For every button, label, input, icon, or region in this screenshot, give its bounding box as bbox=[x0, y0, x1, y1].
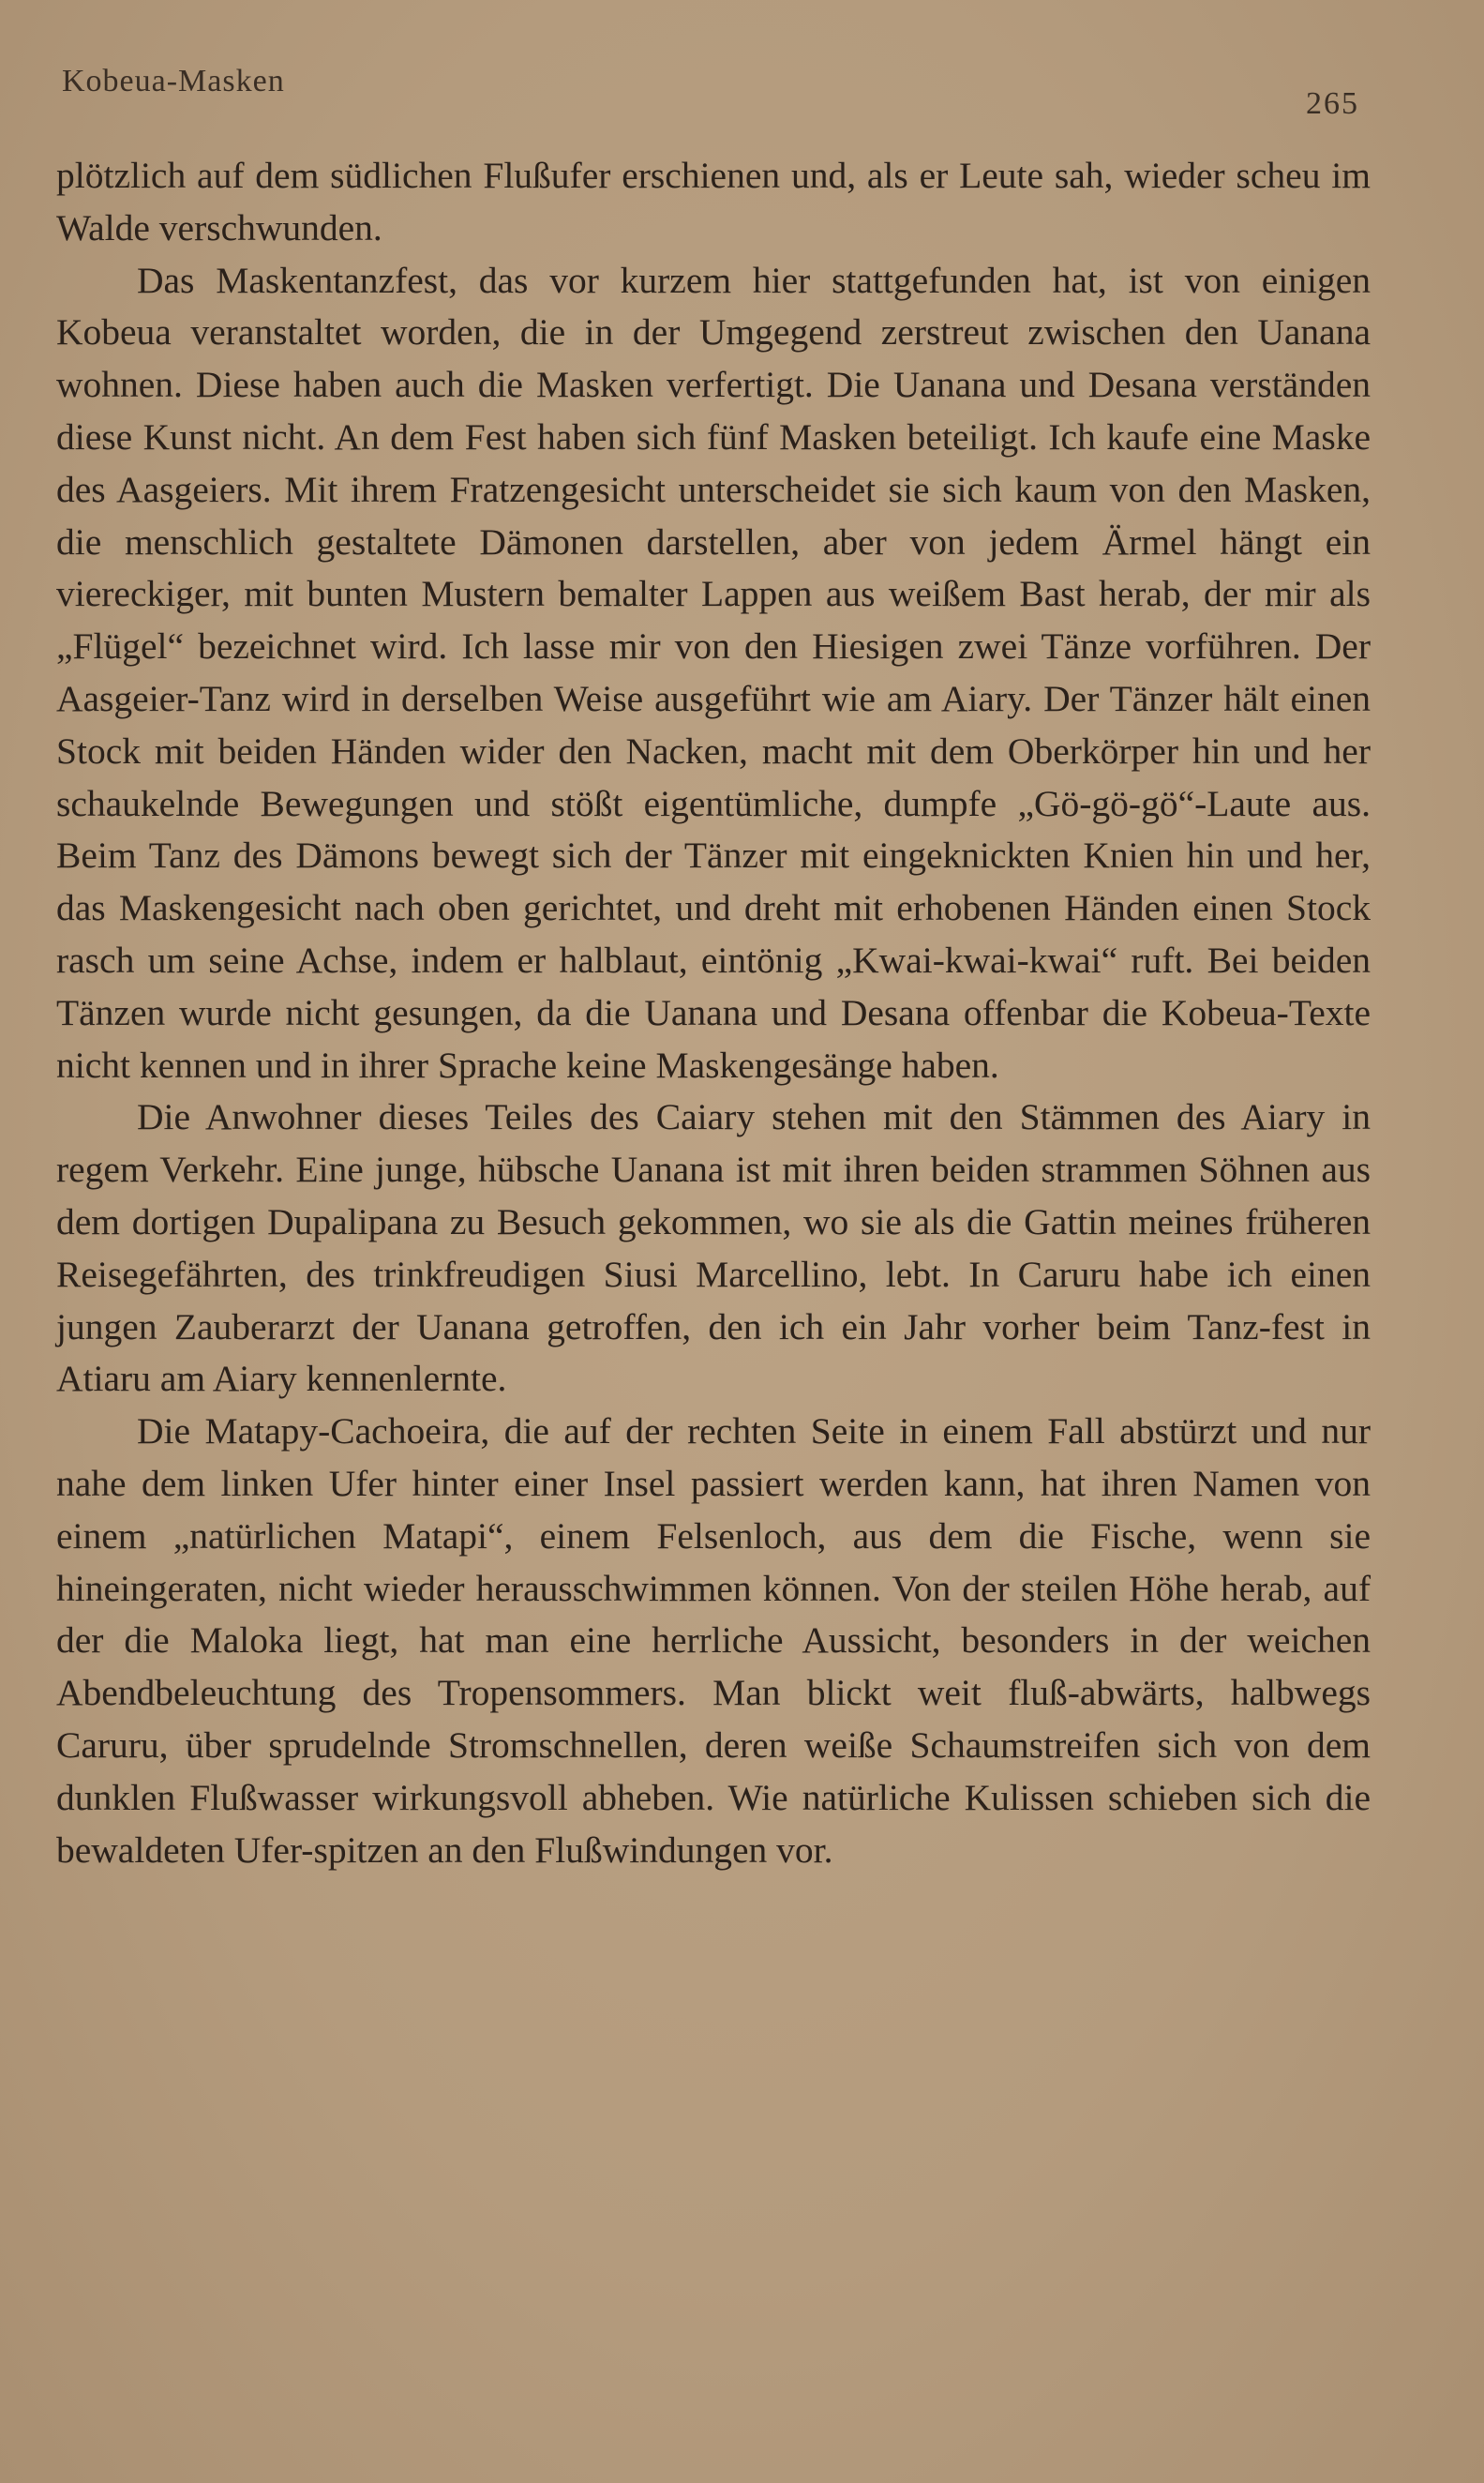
running-title: Kobeua-Masken bbox=[62, 64, 285, 98]
paragraph-anwohner: Die Anwohner dieses Teiles des Caiary stehen mit den Stämmen des Aiary in regem Verkehr. Eine junge, hübsche Uanana ist mit ihren beiden strammen Söhnen aus dem dortigen Dupalipana zu Besuch gekommen, wo sie als die Gattin meines früheren Reisegefährten, des trinkfreudigen Siusi Marcellino, lebt. In Caruru habe ich einen jungen Zauberarzt der Uanana getroffen, den ich ein Jahr vorher beim Tanz-fest in Atiaru am Aiary kennenlernte. bbox=[56, 1096, 1371, 1400]
page-number: 265 bbox=[1306, 86, 1359, 121]
paragraph-matapy-cachoeira: Die Matapy-Cachoeira, die auf der rechten Seite in einem Fall abstürzt und nur nahe dem linken Ufer hinter einer Insel passiert werden kann, hat ihren Namen von einem „natürlichen Matapi“, einem Felsenloch, aus dem die Fische, wenn sie hineingeraten, nicht wieder herausschwimmen können. Von der steilen Höhe herab, auf der die Maloka liegt, hat man eine herrliche Aussicht, besonders in der weichen Abendbeleuchtung des Tropensommers. Man blickt weit fluß-abwärts, halbwegs Caruru, über sprudelnde Stromschnellen, deren weiße Schaumstreifen sich von dem dunklen Flußwasser wirkungsvoll abheben. Wie natürliche Kulissen schieben sich die bewaldeten Ufer-spitzen an den Flußwindungen vor. bbox=[56, 1410, 1371, 1871]
body-text bbox=[56, 150, 1371, 1876]
paragraph-maskentanzfest: Das Maskentanzfest, das vor kurzem hier stattgefunden hat, ist von einigen Kobeua veranstaltet worden, die in der Umgegend zerstreut zwischen den Uanana wohnen. Diese haben auch die Masken verfertigt. Die Uanana und Desana verständen diese Kunst nicht. An dem Fest haben sich fünf Masken beteiligt. Ich kaufe eine Maske des Aasgeiers. Mit ihrem Fratzengesicht unterscheidet sie sich kaum von den Masken, die menschlich gestaltete Dämonen darstellen, aber von jedem Ärmel hängt ein viereckiger, mit bunten Mustern bemalter Lappen aus weißem Bast herab, der mir als „Flügel“ bezeichnet wird. Ich lasse mir von den Hiesigen zwei Tänze vorführen. Der Aasgeier-Tanz wird in derselben Weise ausgeführt wie am Aiary. Der Tänzer hält einen Stock mit beiden Händen wider den Nacken, macht mit dem Oberkörper hin und her schaukelnde Bewegungen und stößt eigentümliche, dumpfe „Gö-gö-gö“-Laute aus. Beim Tanz des Dämons bewegt sich der Tänzer mit eingeknickten Knien hin und her, das Maskengesicht nach oben gerichtet, und dreht mit erhobenen Händen einen Stock rasch um seine Achse, indem er halblaut, eintönig „Kwai-kwai-kwai“ ruft. Bei beiden Tänzen wurde nicht gesungen, da die Uanana und Desana offenbar die Kobeua-Texte nicht kennen und in ihrer Sprache keine Maskengesänge haben. bbox=[56, 259, 1371, 1086]
paragraph-continuation: plötzlich auf dem südlichen Flußufer erschienen und, als er Leute sah, wieder scheu im Walde verschwunden. bbox=[56, 155, 1371, 248]
